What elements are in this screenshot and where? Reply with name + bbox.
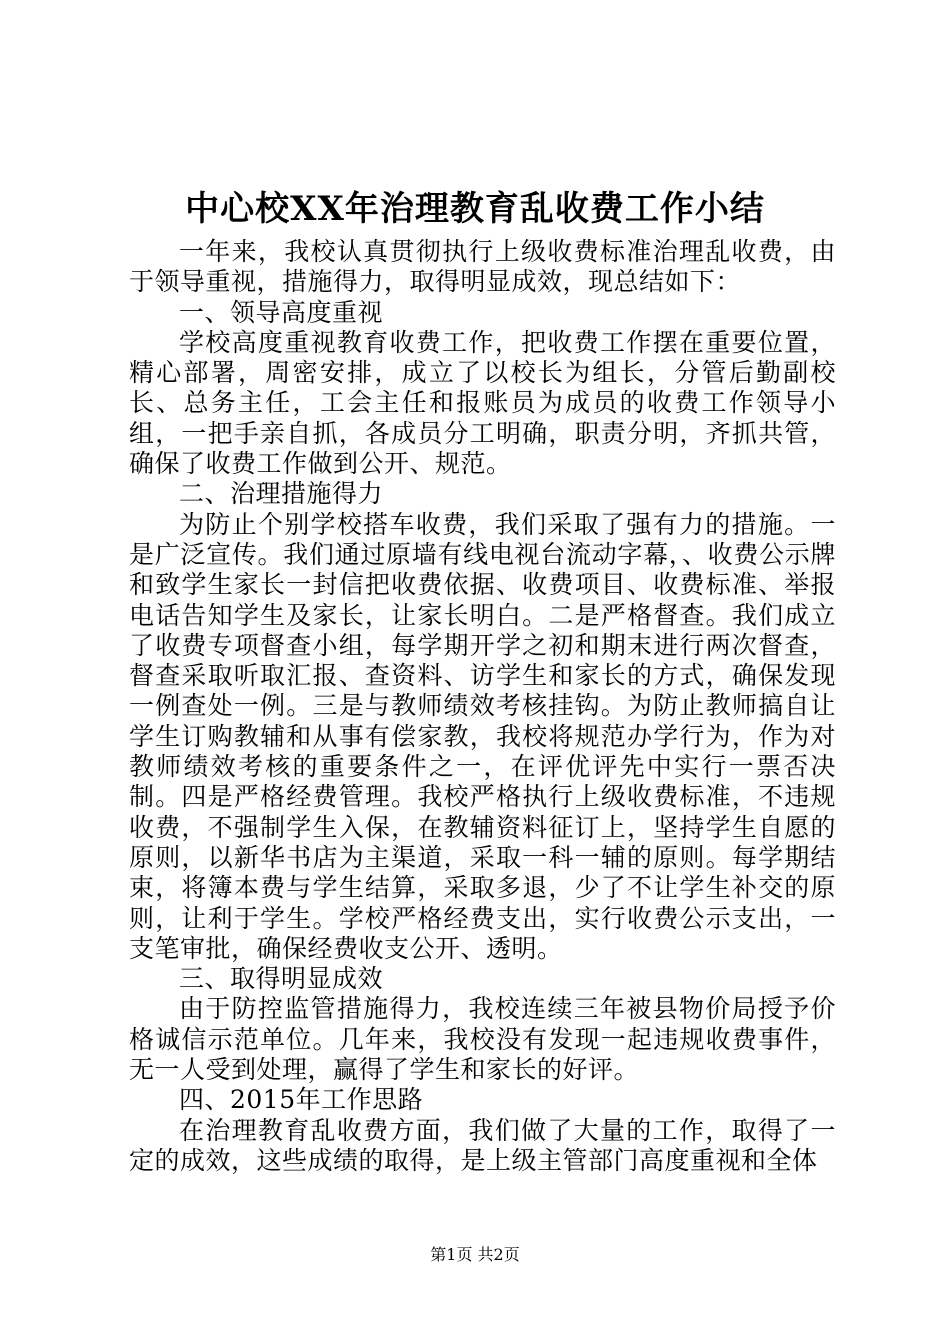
section-paragraph-2: 为防止个别学校搭车收费，我们采取了强有力的措施。一是广泛宣传。我们通过原墙有线电视台流动字幕，、收费公示牌和致学生家长一封信把收费依据、收费项目、收费标准、举报电话告知学生及家长，让家长明白。二是严格督查。我们成立了收费专项督查小组，每学期开学之初和期末进行两次督查，督查采取听取汇报、查资料、访学生和家长的方式，确保发现一例查处一例。三是与教师绩效考核挂钩。为防止教师搞自让学生订购教辅和从事有偿家教，我校将规范办学行为，作为对教师绩效考核的重要条件之一，在评优评先中实行一票否决制。四是严格经费管理。我校严格执行上级收费标准，不违规收费，不强制学生入保，在教辅资料征订上，坚持学生自愿的原则，以新华书店为主渠道，采取一科一辅的原则。每学期结束，将簿本费与学生结算，采取多退，少了不让学生补交的原则，让利于学生。学校严格经费支出，实行收费公示支出，一支笔审批，确保经费收支公开、透明。 [129, 509, 836, 963]
section-heading-3: 三、取得明显成效 [179, 964, 384, 994]
page-number-footer: 第1页 共2页 [430, 1245, 520, 1264]
section-heading-2: 二、治理措施得力 [179, 479, 384, 509]
section-paragraph-3: 由于防控监管措施得力，我校连续三年被县物价局授予价格诚信示范单位。几年来，我校没有发现一起违规收费事件，无一人受到处理，赢得了学生和家长的好评。 [129, 994, 836, 1085]
section-heading-1: 一、领导高度重视 [179, 297, 384, 327]
document-body [129, 237, 836, 1176]
section-heading-4: 四、2015年工作思路 [179, 1085, 424, 1115]
intro-paragraph: 一年来，我校认真贯彻执行上级收费标准治理乱收费，由于领导重视，措施得力，取得明显成效，现总结如下： [129, 237, 836, 297]
document-title: 中心校XX年治理教育乱收费工作小结 [185, 189, 765, 229]
section-paragraph-1: 学校高度重视教育收费工作，把收费工作摆在重要位置，精心部署，周密安排，成立了以校长为组长，分管后勤副校长、总务主任，工会主任和报账员为成员的收费工作领导小组，一把手亲自抓，各成员分工明确，职责分明，齐抓共管，确保了收费工作做到公开、规范。 [129, 327, 836, 479]
section-paragraph-4: 在治理教育乱收费方面，我们做了大量的工作，取得了一定的成效，这些成绩的取得，是上级主管部门高度重视和全体 [129, 1115, 836, 1175]
